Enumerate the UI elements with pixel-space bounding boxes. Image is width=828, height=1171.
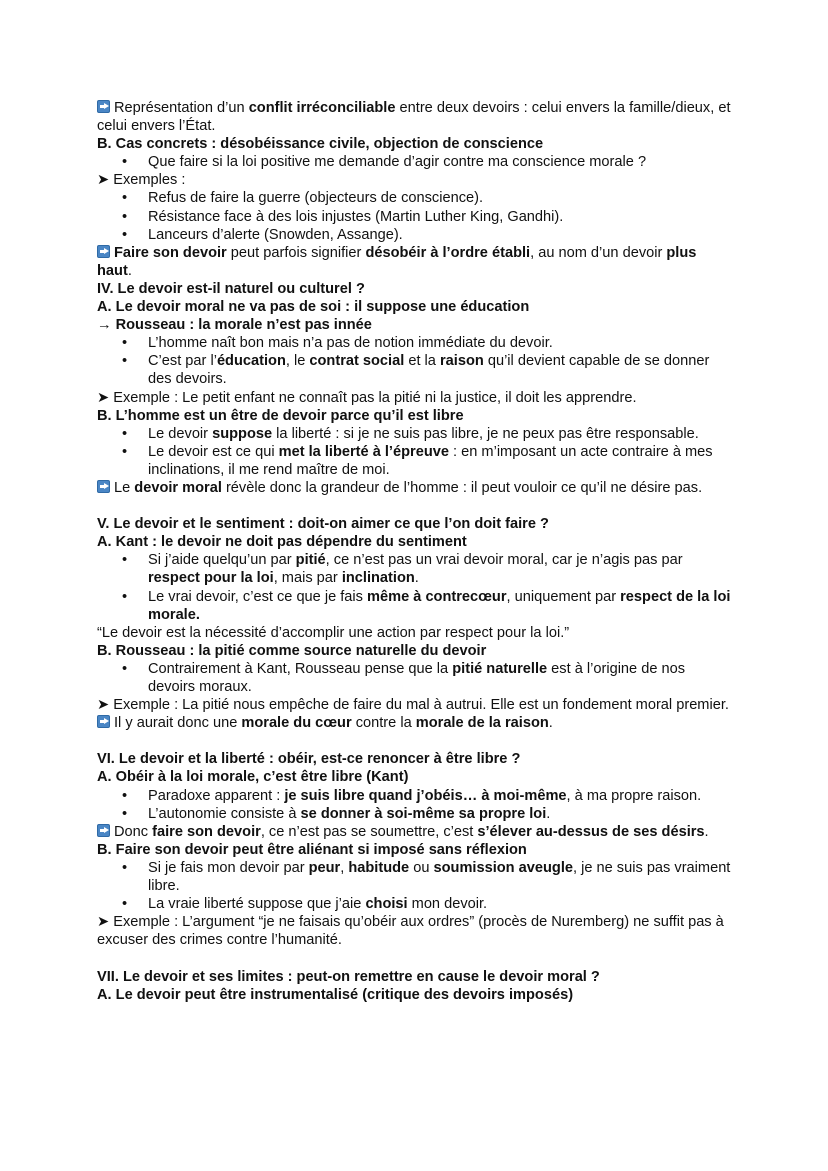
bullet-icon: • — [122, 896, 128, 913]
bullet-icon: • — [122, 805, 128, 822]
bullet-icon: • — [122, 335, 128, 352]
bold-text: pitié — [295, 552, 326, 569]
heading-line — [97, 135, 733, 153]
bold-text: respect pour la loi — [148, 570, 274, 587]
bullet-line — [97, 226, 733, 244]
text: Que faire si la loi positive me demande d’agir contre ma conscience morale ? — [148, 154, 647, 171]
text: . — [414, 570, 419, 587]
bullet-icon: • — [122, 226, 128, 243]
heading-line — [97, 968, 733, 986]
bold-text: respect de la loi morale. — [148, 588, 731, 623]
bullet-icon: • — [122, 190, 128, 207]
text: . — [127, 262, 132, 279]
bold-text: suppose — [212, 425, 273, 442]
blank-line — [97, 732, 733, 750]
bold-text: conflit irréconciliable — [248, 100, 396, 116]
bold-text: VII. Le devoir et ses limites : peut-on remettre en cause le devoir moral ? — [97, 968, 600, 985]
text: Refus de faire la guerre (objecteurs de conscience). — [148, 190, 484, 207]
text: Représentation d’un — [114, 100, 249, 116]
text: . — [546, 805, 551, 822]
bold-text: A. Obéir à la loi morale, c’est être libre (Kant) — [97, 769, 409, 786]
heading-line — [97, 407, 733, 425]
text: C’est par l’ — [148, 353, 217, 370]
text: , le — [285, 353, 310, 370]
bullet-icon: • — [122, 859, 128, 876]
arrow-line — [97, 316, 733, 334]
bold-text: éducation — [216, 353, 286, 370]
conclusion-line — [97, 479, 733, 497]
bullet-icon: • — [122, 787, 128, 804]
text: Le devoir — [148, 425, 213, 442]
arrowhead-icon: ➤ — [97, 697, 110, 714]
bullet-icon: • — [122, 588, 128, 605]
bold-text: plus haut — [97, 244, 697, 279]
text: La vraie liberté suppose que j’aie — [148, 896, 366, 913]
right-arrow-icon: → — [97, 317, 112, 334]
bullet-icon: • — [122, 425, 128, 442]
bold-text: Rousseau : la morale n’est pas innée — [115, 317, 372, 334]
text: la liberté : si je ne suis pas libre, je ne peux pas être responsable. — [272, 425, 699, 442]
bullet-icon: • — [122, 154, 128, 171]
example-line — [97, 913, 733, 949]
arrowhead-icon: ➤ — [97, 172, 110, 189]
bold-text: devoir moral — [134, 479, 222, 496]
bold-text: A. Le devoir moral ne va pas de soi : il suppose une éducation — [97, 299, 530, 316]
heading-line — [97, 642, 733, 660]
bold-text: A. Le devoir peut être instrumentalisé (critique des devoirs imposés) — [97, 986, 574, 1003]
bold-text: morale du cœur — [241, 715, 352, 732]
arrowhead-icon: ➤ — [97, 914, 110, 931]
bold-text: peur — [308, 859, 341, 876]
bullet-line — [97, 588, 733, 624]
text: , ce n’est pas se soumettre, c’est — [260, 823, 478, 840]
bullet-line — [97, 805, 733, 823]
text: révèle donc la grandeur de l’homme : il peut vouloir ce qu’il ne désire pas. — [221, 479, 703, 496]
bullet-line — [97, 895, 733, 913]
arrow-right-box-icon — [97, 480, 110, 493]
bullet-line — [97, 334, 733, 352]
bold-text: A. Kant : le devoir ne doit pas dépendre du sentiment — [97, 534, 467, 551]
bullet-line — [97, 189, 733, 207]
text: , ce n’est pas un vrai devoir moral, car je n’agis pas par — [325, 552, 683, 569]
bullet-line — [97, 787, 733, 805]
text: Donc — [114, 823, 153, 840]
bullet-icon: • — [122, 552, 128, 569]
bold-text: B. Rousseau : la pitié comme source naturelle du devoir — [97, 642, 487, 659]
bullet-line — [97, 352, 733, 388]
text: . — [704, 823, 709, 840]
bold-text: VI. Le devoir et la liberté : obéir, est-ce renoncer à être libre ? — [97, 751, 521, 768]
bold-text: B. Faire son devoir peut être aliénant si imposé sans réflexion — [97, 841, 527, 858]
bullet-line — [97, 425, 733, 443]
text: est à l’origine de nos devoirs moraux. — [148, 660, 686, 695]
bold-text: s’élever au-dessus de ses désirs — [477, 823, 705, 840]
bold-text: habitude — [348, 859, 410, 876]
bold-text: Faire son devoir — [114, 244, 227, 261]
bullet-icon: • — [122, 443, 128, 460]
bold-text: contrat social — [309, 353, 405, 370]
bold-text: faire son devoir — [152, 823, 261, 840]
text: , à ma propre raison. — [566, 787, 702, 804]
arrow-right-box-icon — [97, 100, 110, 113]
conclusion-line — [97, 714, 733, 732]
text: ou — [409, 859, 434, 876]
text: mon devoir. — [407, 896, 488, 913]
bullet-line — [97, 443, 733, 479]
bold-text: B. Cas concrets : désobéissance civile, objection de conscience — [97, 136, 544, 153]
para-line — [97, 624, 733, 642]
arrow-right-box-icon — [97, 824, 110, 837]
text: Paradoxe apparent : — [148, 787, 285, 804]
heading-line — [97, 515, 733, 533]
bullet-icon: • — [122, 208, 128, 225]
arrowhead-icon: ➤ — [97, 389, 110, 406]
bullet-line — [97, 208, 733, 226]
text: , — [340, 859, 349, 876]
text: , au nom d’un devoir — [530, 244, 667, 261]
heading-line — [97, 750, 733, 768]
heading-line — [97, 298, 733, 316]
bullet-line — [97, 660, 733, 696]
bold-text: inclination — [341, 570, 415, 587]
text: entre deux devoirs : celui envers la famille/dieux, et celui envers l’État. — [97, 100, 731, 135]
text: Lanceurs d’alerte (Snowden, Assange). — [148, 226, 403, 243]
text: Exemple : La pitié nous empêche de faire du mal à autrui. Elle est un fondement moral premier. — [113, 697, 729, 714]
bold-text: soumission aveugle — [433, 859, 573, 876]
bullet-line — [97, 859, 733, 895]
example-line — [97, 389, 733, 407]
bold-text: morale de la raison — [415, 715, 549, 732]
text: L’homme naît bon mais n’a pas de notion immédiate du devoir. — [148, 335, 553, 352]
text: Exemple : Le petit enfant ne connaît pas la pitié ni la justice, il doit les apprendre. — [113, 389, 637, 406]
arrow-right-box-icon — [97, 245, 110, 258]
bullet-line — [97, 153, 733, 171]
text: : en m’imposant un acte contraire à mes inclinations, il me rend maître de moi. — [148, 443, 713, 478]
text: Contrairement à Kant, Rousseau pense que la — [148, 660, 453, 677]
heading-line — [97, 841, 733, 859]
bold-text: pitié naturelle — [452, 660, 548, 677]
text: Si j’aide quelqu’un par — [148, 552, 296, 569]
bullet-icon: • — [122, 353, 128, 370]
text: et la — [404, 353, 440, 370]
bold-text: IV. Le devoir est-il naturel ou culturel ? — [97, 280, 365, 297]
example-line — [97, 171, 733, 189]
text: , je ne suis pas vraiment libre. — [148, 859, 731, 895]
bold-text: B. L’homme est un être de devoir parce qu’il est libre — [97, 407, 464, 424]
bold-text: raison — [439, 353, 484, 370]
text: , uniquement par — [506, 588, 621, 605]
text: Si je fais mon devoir par — [148, 859, 309, 876]
example-line — [97, 696, 733, 714]
heading-line — [97, 533, 733, 551]
text: “Le devoir est la nécessité d’accomplir une action par respect pour la loi.” — [97, 624, 570, 641]
text: peut parfois signifier — [226, 244, 366, 261]
blank-line — [97, 949, 733, 967]
conclusion-line — [97, 823, 733, 841]
conclusion-line — [97, 244, 733, 280]
text: , mais par — [273, 570, 342, 587]
text: Exemple : L’argument “je ne faisais qu’obéir aux ordres” (procès de Nuremberg) ne suffit pas à excuser des crimes contre l’humanité. — [97, 914, 724, 949]
text: L’autonomie consiste à — [148, 805, 301, 822]
bold-text: désobéir à l’ordre établi — [365, 244, 531, 261]
bold-text: même à contrecœur — [367, 588, 507, 605]
text: qu’il devient capable de se donner des devoirs. — [148, 353, 710, 388]
bold-text: se donner à soi-même sa propre loi — [300, 805, 547, 822]
heading-line — [97, 768, 733, 786]
arrow-right-box-icon — [97, 715, 110, 728]
bullet-line — [97, 551, 733, 587]
text: contre la — [351, 715, 416, 732]
blank-line — [97, 497, 733, 515]
text: Exemples : — [113, 172, 186, 189]
text: Le — [114, 479, 135, 496]
document-page — [97, 99, 733, 1004]
bold-text: V. Le devoir et le sentiment : doit-on aimer ce que l’on doit faire ? — [97, 516, 549, 533]
heading-line — [97, 280, 733, 298]
text: . — [548, 715, 553, 732]
text: Il y aurait donc une — [114, 715, 242, 732]
bullet-icon: • — [122, 660, 128, 677]
text: Le vrai devoir, c’est ce que je fais — [148, 588, 368, 605]
bold-text: choisi — [365, 896, 408, 913]
bold-text: met la liberté à l’épreuve — [278, 443, 449, 460]
heading-line — [97, 986, 733, 1004]
conclusion-line — [97, 99, 733, 135]
text: Le devoir est ce qui — [148, 443, 279, 460]
text: Résistance face à des lois injustes (Martin Luther King, Gandhi). — [148, 208, 564, 225]
bold-text: je suis libre quand j’obéis… à moi-même — [284, 787, 567, 804]
